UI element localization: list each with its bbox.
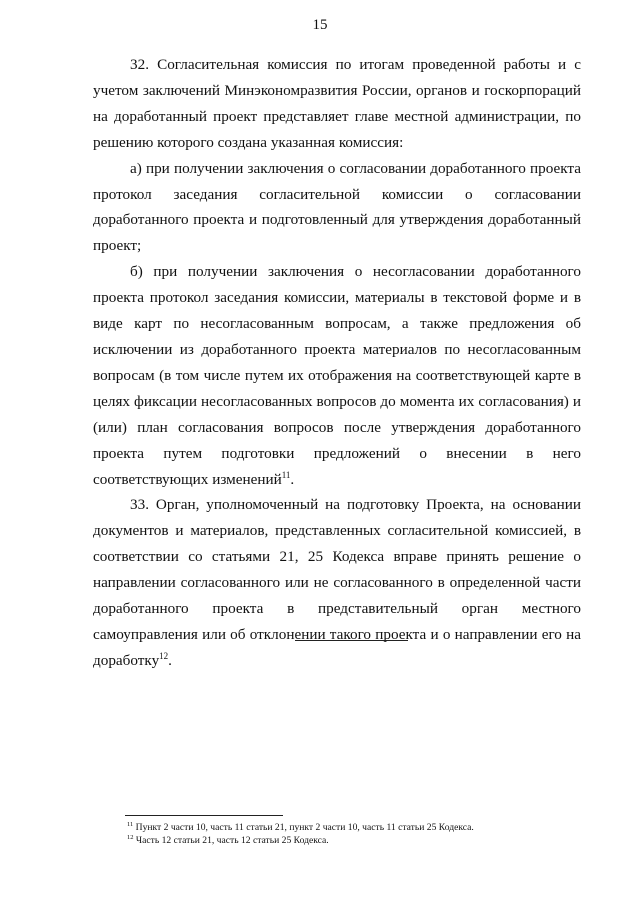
end-of-text-divider: [295, 640, 408, 641]
footnote-text: Часть 12 статьи 21, часть 12 статьи 25 Кодекса.: [133, 835, 329, 846]
paragraph-text: 32. Согласительная комиссия по итогам проведенной работы и с учетом заключений Минэкономразвития России, органов и госкорпораций на доработанный проект представляет главе местной администрации, по решению которого создана указанная комиссия:: [93, 56, 581, 151]
footnote-12: [127, 834, 587, 847]
paragraph-33: [93, 492, 581, 673]
paragraph-text: а) при получении заключения о согласовании доработанного проекта протокол заседания согласительной комиссии о согласовании доработанного проекта и подготовленный для утверждения доработанный проект;: [93, 159, 581, 255]
paragraph-text: б) при получении заключения о несогласовании доработанного проекта протокол заседания комиссии, материалы в текстовой форме и в виде карт по несогласованным вопросам, а также предложения об исключении из доработанного проекта материалов по несогласованным вопросам (в том числе путем их отображения на соответствующей карте в целях фиксации несогласованных вопросов до момента их согласования) и (или) план согласования вопросов после утверждения доработанного проекта путем подготовки предложений о внесении в него соответствующих изменений: [93, 263, 581, 488]
footnote-separator: [125, 815, 283, 816]
document-body: [93, 52, 581, 674]
paragraph-tail: .: [168, 651, 172, 669]
footnotes: [127, 821, 587, 847]
footnote-reference: 11: [281, 469, 291, 480]
footnote-text: Пункт 2 части 10, часть 11 статьи 21, пункт 2 части 10, часть 11 статьи 25 Кодекса.: [133, 822, 474, 833]
paragraph-tail: .: [290, 470, 295, 488]
footnote-11: [127, 821, 587, 834]
paragraph-32: [93, 52, 581, 156]
paragraph-32b: [93, 259, 581, 492]
paragraph-32a: [93, 156, 581, 260]
page-number: 15: [312, 17, 328, 33]
footnote-marker: 11: [127, 820, 134, 828]
footnote-marker: 12: [127, 833, 134, 841]
footnote-reference: 12: [159, 650, 169, 661]
paragraph-text: 33. Орган, уполномоченный на подготовку Проекта, на основании документов и материалов, представленных согласительной комиссией, в соответствии со статьями 21, 25 Кодекса вправе принять решение о направлении согласованного или не согласованного в определенной части доработанного проекта в представительный орган местного самоуправления или об отклонении такого проекта и о направлении его на доработку: [93, 496, 581, 669]
